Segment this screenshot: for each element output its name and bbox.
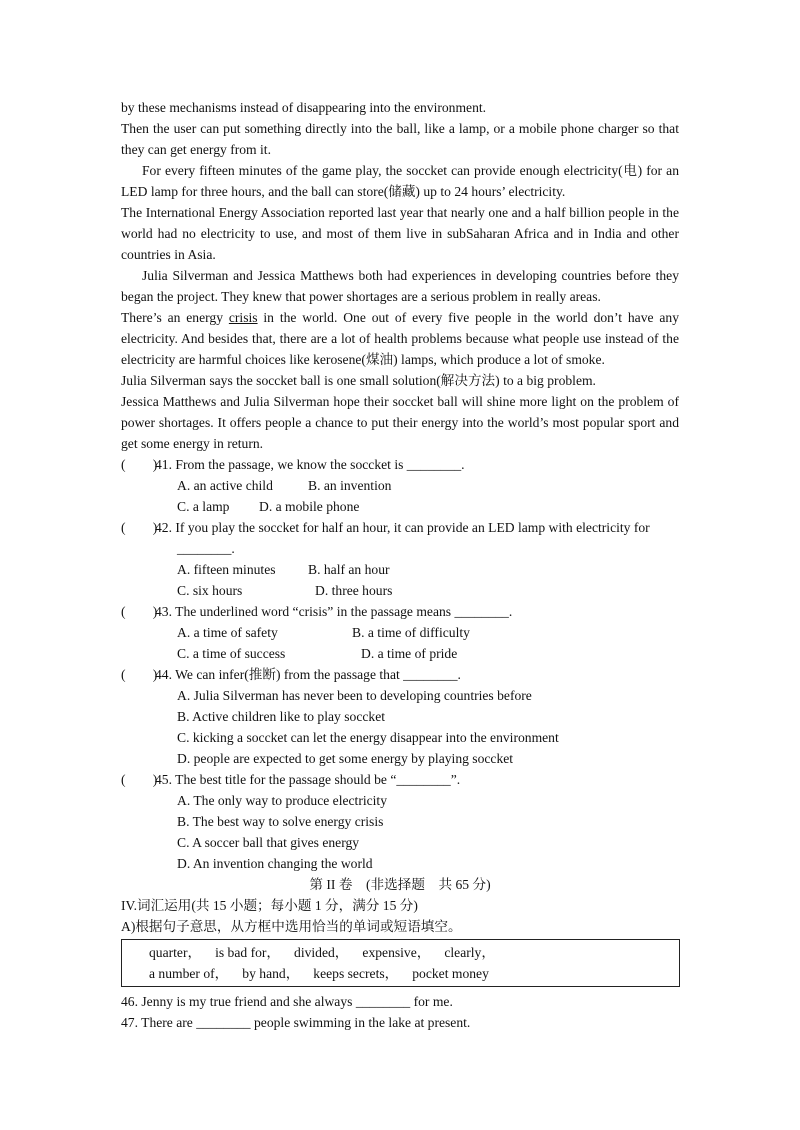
passage-paragraph: For every fifteen minutes of the game play, the soccket can provide enough electricity(电) for an LED lamp for three hours, and the ball can store(储藏) up to 24 hours’ electricity. <box>121 163 679 199</box>
word-box-row <box>149 963 679 984</box>
passage-paragraph: Jessica Matthews and Julia Silverman hope their soccket ball will shine more light on the problem of power shortages. It offers people a chance to put their energy into the world’s most popular sport and get some energy in return. <box>121 394 679 451</box>
content-column <box>121 97 679 1033</box>
question-stem: 42. If you play the soccket for half an hour, it can provide an LED lamp with electricity for <box>155 520 650 535</box>
option-c[interactable]: C. A soccer ball that gives energy <box>177 835 360 850</box>
options-row <box>177 580 679 601</box>
option-d[interactable]: D. a mobile phone <box>259 499 360 514</box>
word-option: pocket money <box>412 966 489 981</box>
word-option: clearly， <box>444 945 495 960</box>
crisis-after: in the world. One out of every five people in the world don’t have any electricity. And besides that, there are a lot of health problems because what people use instead of the electricity are harmful choices like kerosene(煤油) lamps, which produce a lot of smoke. <box>121 310 679 367</box>
answer-bracket[interactable]: ( ) <box>121 772 158 787</box>
option-a[interactable]: A. a time of safety <box>177 625 278 640</box>
options-row <box>177 622 679 643</box>
question-42 <box>121 517 679 538</box>
section-title: 第 II 卷 (非选择题 共 65 分) <box>309 877 491 892</box>
option-a[interactable]: A. an active child <box>177 478 273 493</box>
word-option: a number of， <box>149 966 229 981</box>
word-box <box>121 939 680 987</box>
option-c[interactable]: C. a time of success <box>177 646 286 661</box>
word-box-row <box>149 942 679 963</box>
part-instruction: A)根据句子意思，从方框中选用恰当的单词或短语填空。 <box>121 919 462 934</box>
option-c[interactable]: C. six hours <box>177 583 243 598</box>
option-a[interactable]: A. Julia Silverman has never been to developing countries before <box>177 688 532 703</box>
question-stem: 45. The best title for the passage should be “________”. <box>155 772 461 787</box>
word-option: is bad for， <box>215 945 281 960</box>
question-43 <box>121 601 679 622</box>
option-c[interactable]: C. kicking a soccket can let the energy disappear into the environment <box>177 730 559 745</box>
word-option: divided， <box>294 945 349 960</box>
passage-paragraph: The International Energy Association reported last year that nearly one and a half billion people in the world had no electricity to use, and most of them live in subSaharan Africa and in India and other countries in Asia. <box>121 205 679 262</box>
passage-paragraph: by these mechanisms instead of disappearing into the environment. <box>121 100 487 115</box>
answer-bracket[interactable]: ( ) <box>121 604 158 619</box>
part-heading: IV.词汇运用(共 15 小题；每小题 1 分，满分 15 分) <box>121 898 418 913</box>
question-stem: 44. We can infer(推断) from the passage that ________. <box>155 667 461 682</box>
passage-paragraph: Then the user can put something directly into the ball, like a lamp, or a mobile phone charger so that they can get energy from it. <box>121 121 679 157</box>
question-stem: 43. The underlined word “crisis” in the passage means ________. <box>155 604 513 619</box>
answer-bracket[interactable]: ( ) <box>121 520 158 535</box>
option-d[interactable]: D. An invention changing the world <box>177 856 373 871</box>
option-b[interactable]: B. a time of difficulty <box>352 625 470 640</box>
option-a[interactable]: A. The only way to produce electricity <box>177 793 388 808</box>
option-d[interactable]: D. a time of pride <box>361 646 458 661</box>
passage-paragraph-crisis <box>121 307 679 370</box>
option-b[interactable]: B. Active children like to play soccket <box>177 709 386 724</box>
question-44 <box>121 664 679 685</box>
fill-in-item-47[interactable]: 47. There are ________ people swimming in the lake at present. <box>121 1015 471 1030</box>
passage-paragraph: Julia Silverman and Jessica Matthews both had experiences in developing countries before they began the project. They knew that power shortages are a serious problem in really areas. <box>121 268 679 304</box>
word-option: keeps secrets， <box>313 966 399 981</box>
option-b[interactable]: B. half an hour <box>308 562 390 577</box>
answer-bracket[interactable]: ( ) <box>121 667 158 682</box>
word-option: quarter， <box>149 945 202 960</box>
options-row <box>177 559 679 580</box>
question-stem: 41. From the passage, we know the soccket is ________. <box>155 457 465 472</box>
option-d[interactable]: D. three hours <box>315 583 393 598</box>
question-stem-continued: ________. <box>177 541 235 556</box>
word-option: by hand， <box>242 966 300 981</box>
options-row <box>177 643 679 664</box>
question-41 <box>121 454 679 475</box>
crisis-before: There’s an energy <box>121 310 229 325</box>
option-c[interactable]: C. a lamp <box>177 499 230 514</box>
word-option: expensive， <box>362 945 431 960</box>
option-b[interactable]: B. The best way to solve energy crisis <box>177 814 384 829</box>
underlined-word-crisis: crisis <box>228 310 258 325</box>
options-row <box>177 496 679 517</box>
answer-bracket[interactable]: ( ) <box>121 457 158 472</box>
question-45 <box>121 769 679 790</box>
options-row <box>177 475 679 496</box>
option-b[interactable]: B. an invention <box>308 478 392 493</box>
option-a[interactable]: A. fifteen minutes <box>177 562 276 577</box>
option-d[interactable]: D. people are expected to get some energy by playing soccket <box>177 751 514 766</box>
passage-paragraph: Julia Silverman says the soccket ball is one small solution(解决方法) to a big problem. <box>121 373 596 388</box>
fill-in-item-46[interactable]: 46. Jenny is my true friend and she always ________ for me. <box>121 994 453 1009</box>
